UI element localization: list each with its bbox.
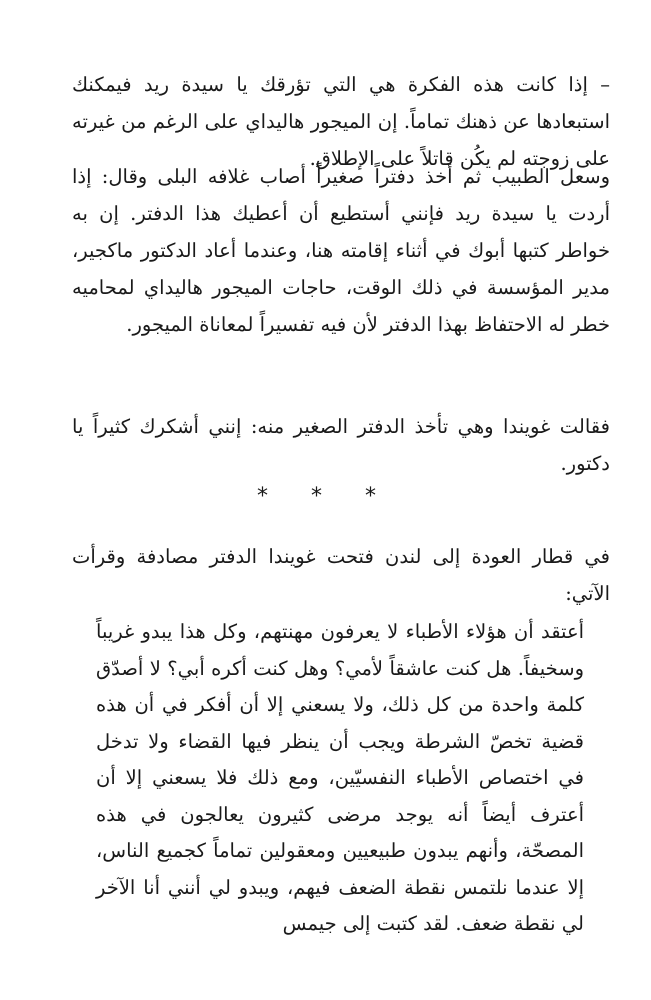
paragraph-dialogue-doctor: – إذا كانت هذه الفكرة هي التي تؤرقك يا سيدة ريد فيمكنك استبعادها عن ذهنك تماماً. إن الميجور هاليداي على الرغم من غيرته على زوجته لم يكُن قاتلاً على الإطلاق. (72, 73, 610, 170)
quoted-diary-text: أعتقد أن هؤلاء الأطباء لا يعرفون مهنتهم، وكل هذا يبدو غريباً وسخيفاً. هل كنت عاشقاً لأمي؟ وهل كنت أكره أبي؟ لا أصدّق كلمة واحدة من كل ذلك، ولا يسعني إلا أن أفكر في أن هذه قضية تخصّ الشرطة ويجب أن ينظر فيها القضاء ولا تدخل في اختصاص الأطباء النفسيّين، ومع ذلك فلا يسعني إلا أن أعترف أيضاً أنه يوجد مرضى كثيرون يعالجون في هذه المصحّة، وأنهم يبدون طبيعيين ومعقولين تماماً كجميع الناس، إلا عندما نلتمس نقطة الضعف فيهم، ويبدو لي أنني أنا الآخر لي نقطة ضعف. لقد كتبت إلى جيمس (96, 620, 584, 935)
paragraph-train: في قطار العودة إلى لندن فتحت غويندا الدفتر مصادفة وقرأت الآتي: (72, 545, 610, 605)
section-separator: * * * (257, 484, 394, 509)
paragraph-thanks: فقالت غويندا وهي تأخذ الدفتر الصغير منه: إنني أشكرك كثيراً يا دكتور. (72, 415, 610, 475)
paragraph-notebook: وسعل الطبيب ثم أخذ دفتراً صغيراً أصاب غلافه البلى وقال: إذا أردت يا سيدة ريد فإنني أستطيع أن أعطيك هذا الدفتر. إن به خواطر كتبها أبوك في أثناء إقامته هنا، وعندما أعاد الدكتور ماكجير، مدير المؤسسة في ذلك الوقت، حاجات الميجور هاليداي لمحاميه خطر له الاحتفاظ بهذا الدفتر لأن فيه تفسيراً لمعاناة الميجور. (72, 165, 610, 336)
